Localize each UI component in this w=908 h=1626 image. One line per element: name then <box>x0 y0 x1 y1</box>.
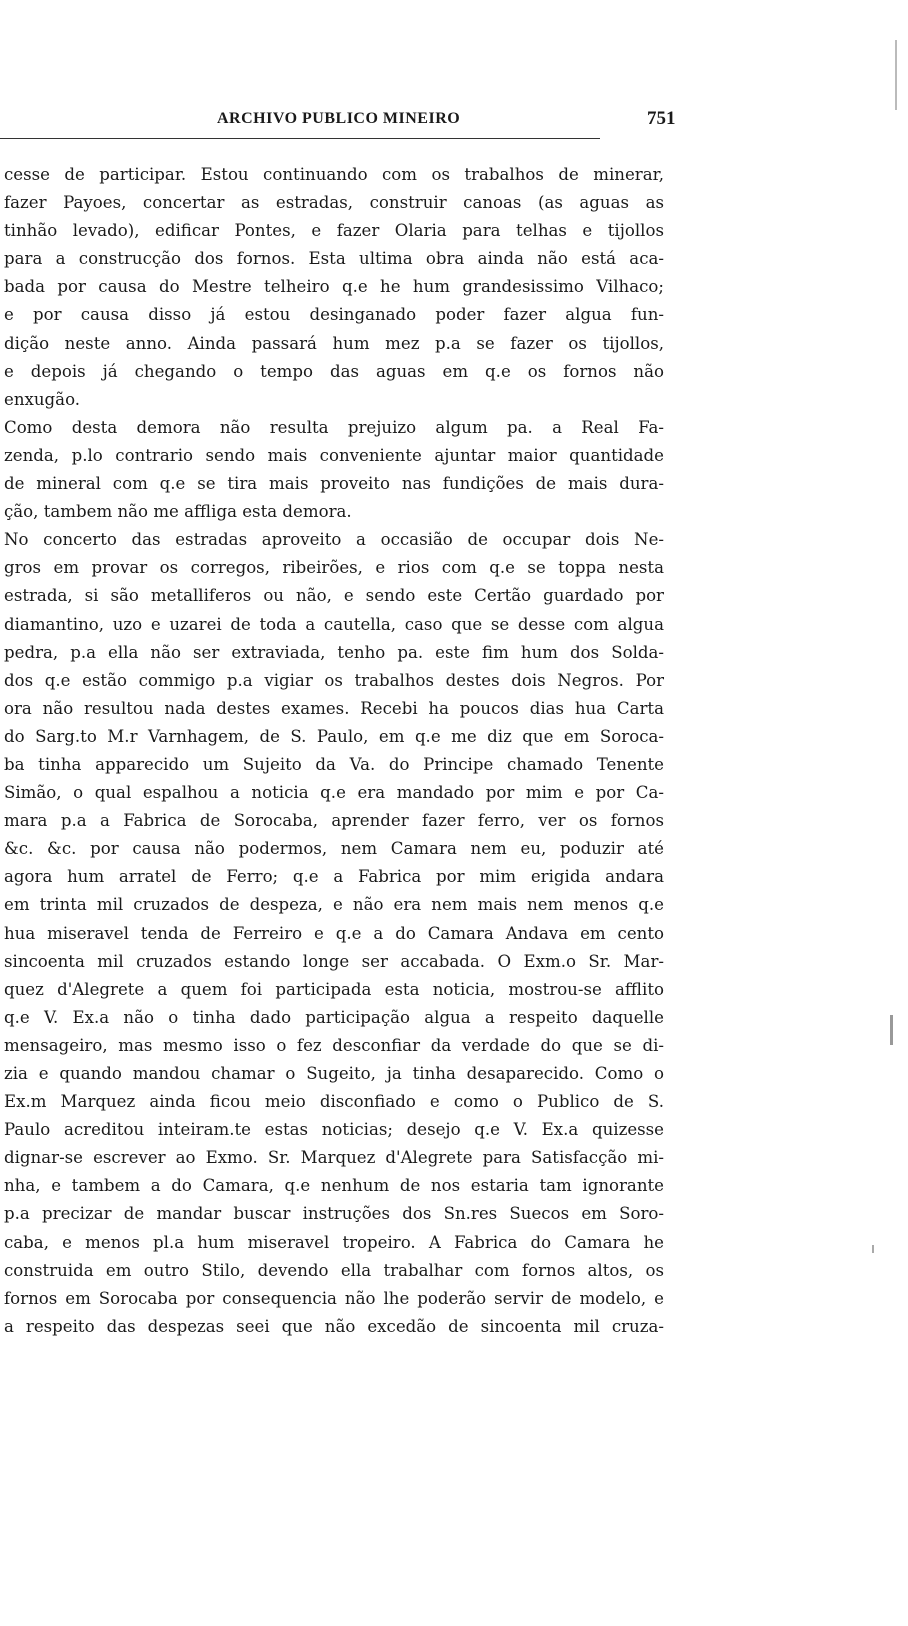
text-line: dos q.e estão commigo p.a vigiar os trabalhos destes dois Negros. Por <box>4 670 664 690</box>
text-line: e depois já chegando o tempo das aguas em q.e os fornos não <box>4 361 664 381</box>
scan-mark <box>890 1015 893 1045</box>
text-line: diamantino, uzo e uzarei de toda a cautella, caso que se desse com algua <box>4 614 664 634</box>
text-line: q.e V. Ex.a não o tinha dado participação algua a respeito daquelle <box>4 1007 664 1027</box>
text-line: de mineral com q.e se tira mais proveito nas fundições de mais dura- <box>4 474 664 494</box>
text-line: zia e quando mandou chamar o Sugeito, ja tinha desaparecido. Como o <box>4 1064 664 1083</box>
text-line: dignar-se escrever ao Exmo. Sr. Marquez d'Alegrete para Satisfacção mi- <box>4 1148 664 1168</box>
text-line: a respeito das despezas seei que não excedão de sincoenta mil cruza- <box>4 1316 664 1336</box>
text-line: sincoenta mil cruzados estando longe ser accabada. O Exm.o Sr. Mar- <box>4 951 664 971</box>
text-line: enxugão. <box>4 389 81 409</box>
body-text <box>4 161 664 1341</box>
text-line: pedra, p.a ella não ser extraviada, tenho pa. este fim hum dos Solda- <box>4 642 664 662</box>
text-line: ba tinha apparecido um Sujeito da Va. do Principe chamado Tenente <box>4 754 664 774</box>
header-rule <box>0 138 600 139</box>
running-header <box>0 110 700 132</box>
text-line: do Sarg.to M.r Varnhagem, de S. Paulo, em q.e me diz que em Soroca- <box>4 726 664 746</box>
text-line: p.a precizar de mandar buscar instruções dos Sn.res Suecos em Soro- <box>4 1204 664 1224</box>
text-line: Como desta demora não resulta prejuizo algum pa. a Real Fa- <box>4 417 664 437</box>
scan-mark <box>895 40 897 110</box>
text-line: ora não resultou nada destes exames. Recebi ha poucos dias hua Carta <box>4 698 664 718</box>
text-line: fornos em Sorocaba por consequencia não lhe poderão servir de modelo, e <box>4 1288 664 1308</box>
text-line: Simão, o qual espalhou a noticia q.e era mandado por mim e por Ca- <box>4 783 664 803</box>
text-line: zenda, p.lo contrario sendo mais conveniente ajuntar maior quantidade <box>4 445 664 465</box>
text-line: gros em provar os corregos, ribeirões, e rios com q.e se toppa nesta <box>4 558 664 578</box>
text-line: agora hum arratel de Ferro; q.e a Fabrica por mim erigida andara <box>4 867 664 887</box>
text-line: ção, tambem não me affliga esta demora. <box>4 502 352 522</box>
text-line: No concerto das estradas aproveito a occasião de occupar dois Ne- <box>4 530 664 550</box>
header-title: ARCHIVO PUBLICO MINEIRO <box>217 110 461 127</box>
page-number: 751 <box>647 108 676 129</box>
text-line: mensageiro, mas mesmo isso o fez desconfiar da verdade do que se di- <box>4 1035 664 1055</box>
text-line: &c. &c. por causa não podermos, nem Camara nem eu, poduzir até <box>4 839 664 859</box>
text-line: dição neste anno. Ainda passará hum mez p.a se fazer os tijollos, <box>4 333 664 353</box>
text-line: para a construcção dos fornos. Esta ultima obra ainda não está aca- <box>4 249 664 269</box>
text-line: estrada, si são metalliferos ou não, e sendo este Certão guardado por <box>4 586 664 606</box>
text-line: mara p.a a Fabrica de Sorocaba, aprender fazer ferro, ver os fornos <box>4 811 664 831</box>
text-line: cesse de participar. Estou continuando com os trabalhos de minerar, <box>4 165 664 184</box>
text-line: e por causa disso já estou desinganado poder fazer algua fun- <box>4 305 664 325</box>
text-line: Ex.m Marquez ainda ficou meio disconfiado e como o Publico de S. <box>4 1092 664 1112</box>
text-line: hua miseravel tenda de Ferreiro e q.e a do Camara Andava em cento <box>4 923 664 943</box>
text-line: caba, e menos pl.a hum miseravel tropeiro. A Fabrica do Camara he <box>4 1232 664 1252</box>
text-line: tinhão levado), edificar Pontes, e fazer Olaria para telhas e tijollos <box>4 221 664 241</box>
text-line: Paulo acreditou inteiram.te estas noticias; desejo q.e V. Ex.a quizesse <box>4 1120 664 1140</box>
text-line: nha, e tambem a do Camara, q.e nenhum de nos estaria tam ignorante <box>4 1176 664 1196</box>
text-line: em trinta mil cruzados de despeza, e não era nem mais nem menos q.e <box>4 895 664 915</box>
text-line: fazer Payoes, concertar as estradas, construir canoas (as aguas as <box>4 193 664 213</box>
text-line: bada por causa do Mestre telheiro q.e he hum grandesissimo Vilhaco; <box>4 277 664 297</box>
text-line: construida em outro Stilo, devendo ella trabalhar com fornos altos, os <box>4 1260 664 1280</box>
text-line: quez d'Alegrete a quem foi participada esta noticia, mostrou-se afflito <box>4 979 664 999</box>
scan-mark <box>872 1245 874 1253</box>
